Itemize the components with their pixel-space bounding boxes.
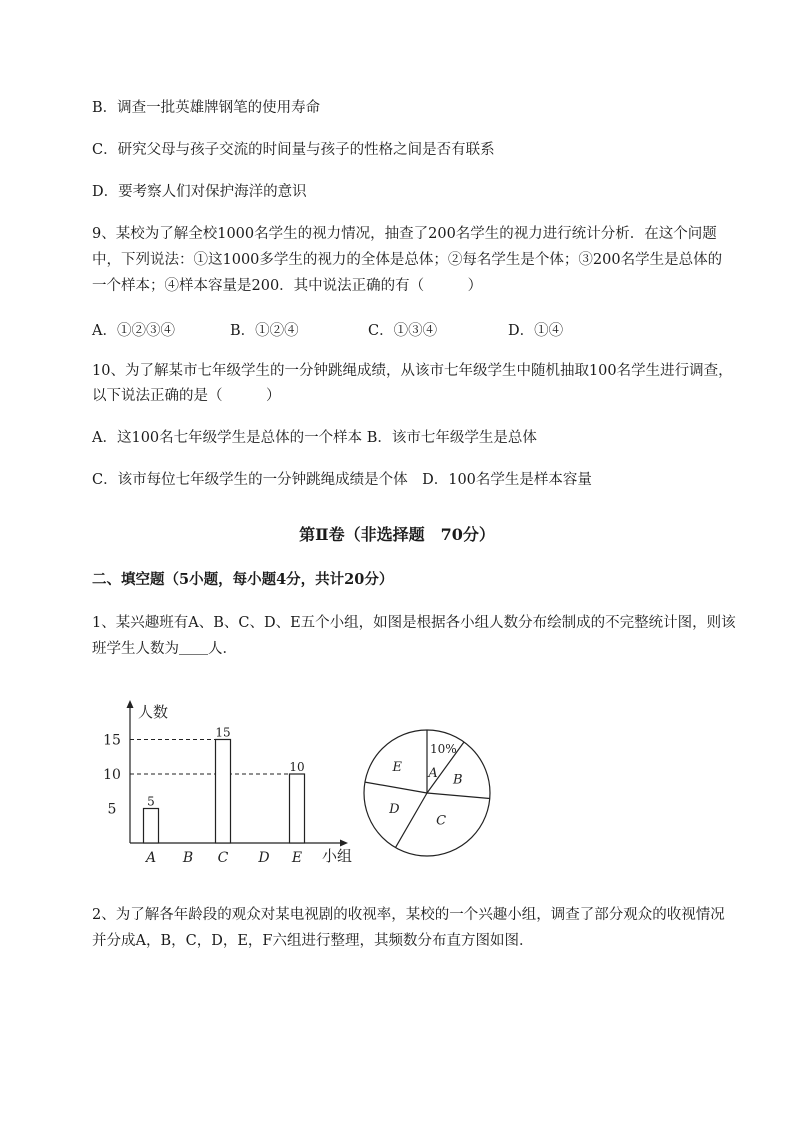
q9-option-c: C．①③④ [368, 323, 438, 339]
q10-line-1: 10、为了解某市七年级学生的一分钟跳绳成绩，从该市七年级学生中随机抽取100名学生进行调查， [92, 363, 733, 379]
pie-sector-line [396, 793, 428, 848]
bar-C [216, 740, 231, 844]
fill-q2-line-2: 并分成A，B，C，D，E，F六组进行整理，其频数分布直方图如图． [92, 933, 534, 949]
category-label: D [258, 850, 270, 866]
fill-q1-line-1: 1、某兴趣班有A、B、C、D、E五个小组，如图是根据各小组人数分布绘制成的不完整统计图，则该 [92, 615, 736, 631]
pie-sector-label: C [436, 813, 447, 829]
y-tick-label: 15 [103, 732, 121, 749]
q8-option-d: D．要考察人们对保护海洋的意识 [92, 184, 307, 200]
category-label: B [182, 850, 194, 866]
part-two-title: 第Ⅱ卷（非选择题 70分） [299, 525, 495, 544]
q9-option-d: D．①④ [508, 323, 564, 339]
y-tick-label: 5 [107, 801, 117, 818]
bar-value-label: 10 [289, 760, 305, 774]
pie-sector-label: B [453, 772, 463, 788]
x-axis-arrow [340, 840, 348, 847]
category-label: E [291, 850, 303, 866]
q10-options-ab: A．这100名七年级学生是总体的一个样本 B．该市七年级学生是总体 [92, 430, 537, 446]
q9-line-2: 中，下列说法：①这1000多学生的视力的全体是总体；②每名学生是个体；③200名学生是总体的 [92, 252, 723, 268]
q9-option-b: B．①②④ [230, 323, 299, 339]
fill-q2-line-1: 2、为了解各年龄段的观众对某电视剧的收视率，某校的一个兴趣小组，调查了部分观众的收视情况 [92, 907, 725, 923]
bar-value-label: 15 [215, 725, 231, 740]
q8-option-b: B．调查一批英雄牌钢笔的使用寿命 [92, 100, 321, 116]
bar-chart [100, 695, 360, 870]
pie-chart [355, 725, 500, 865]
category-label: A [145, 850, 157, 866]
x-axis-label: 小组 [322, 847, 353, 865]
y-tick-label: 10 [103, 767, 121, 783]
bar-value-label: 5 [147, 794, 155, 809]
y-axis-arrow [127, 700, 134, 708]
bar-A [144, 809, 159, 844]
q9-line-3: 一个样本；④样本容量是200．其中说法正确的有（ ） [92, 278, 483, 294]
fill-q1-line-2: 班学生人数为＿＿人． [92, 641, 237, 657]
bar-E [290, 774, 305, 843]
section-title: 二、填空题（5小题，每小题4分，共计20分） [92, 571, 394, 588]
pie-sector-label: A [428, 765, 438, 781]
pie-annotation: 10% [430, 742, 457, 756]
pie-sector-label: D [389, 802, 400, 818]
q10-options-cd: C．该市每位七年级学生的一分钟跳绳成绩是个体 D．100名学生是样本容量 [92, 472, 592, 488]
q10-line-2: 以下说法正确的是（ ） [92, 388, 281, 404]
y-axis-label: 人数 [138, 703, 169, 721]
pie-sector-line [427, 793, 490, 799]
q9-line-1: 9、某校为了解全校1000名学生的视力情况，抽查了200名学生的视力进行统计分析．在这个问题 [92, 226, 717, 242]
q9-option-a: A．①②③④ [92, 323, 175, 339]
q8-option-c: C．研究父母与孩子交流的时间量与孩子的性格之间是否有联系 [92, 142, 495, 158]
category-label: C [217, 850, 229, 866]
pie-sector-label: E [392, 760, 403, 776]
pie-sector-line [365, 782, 427, 793]
